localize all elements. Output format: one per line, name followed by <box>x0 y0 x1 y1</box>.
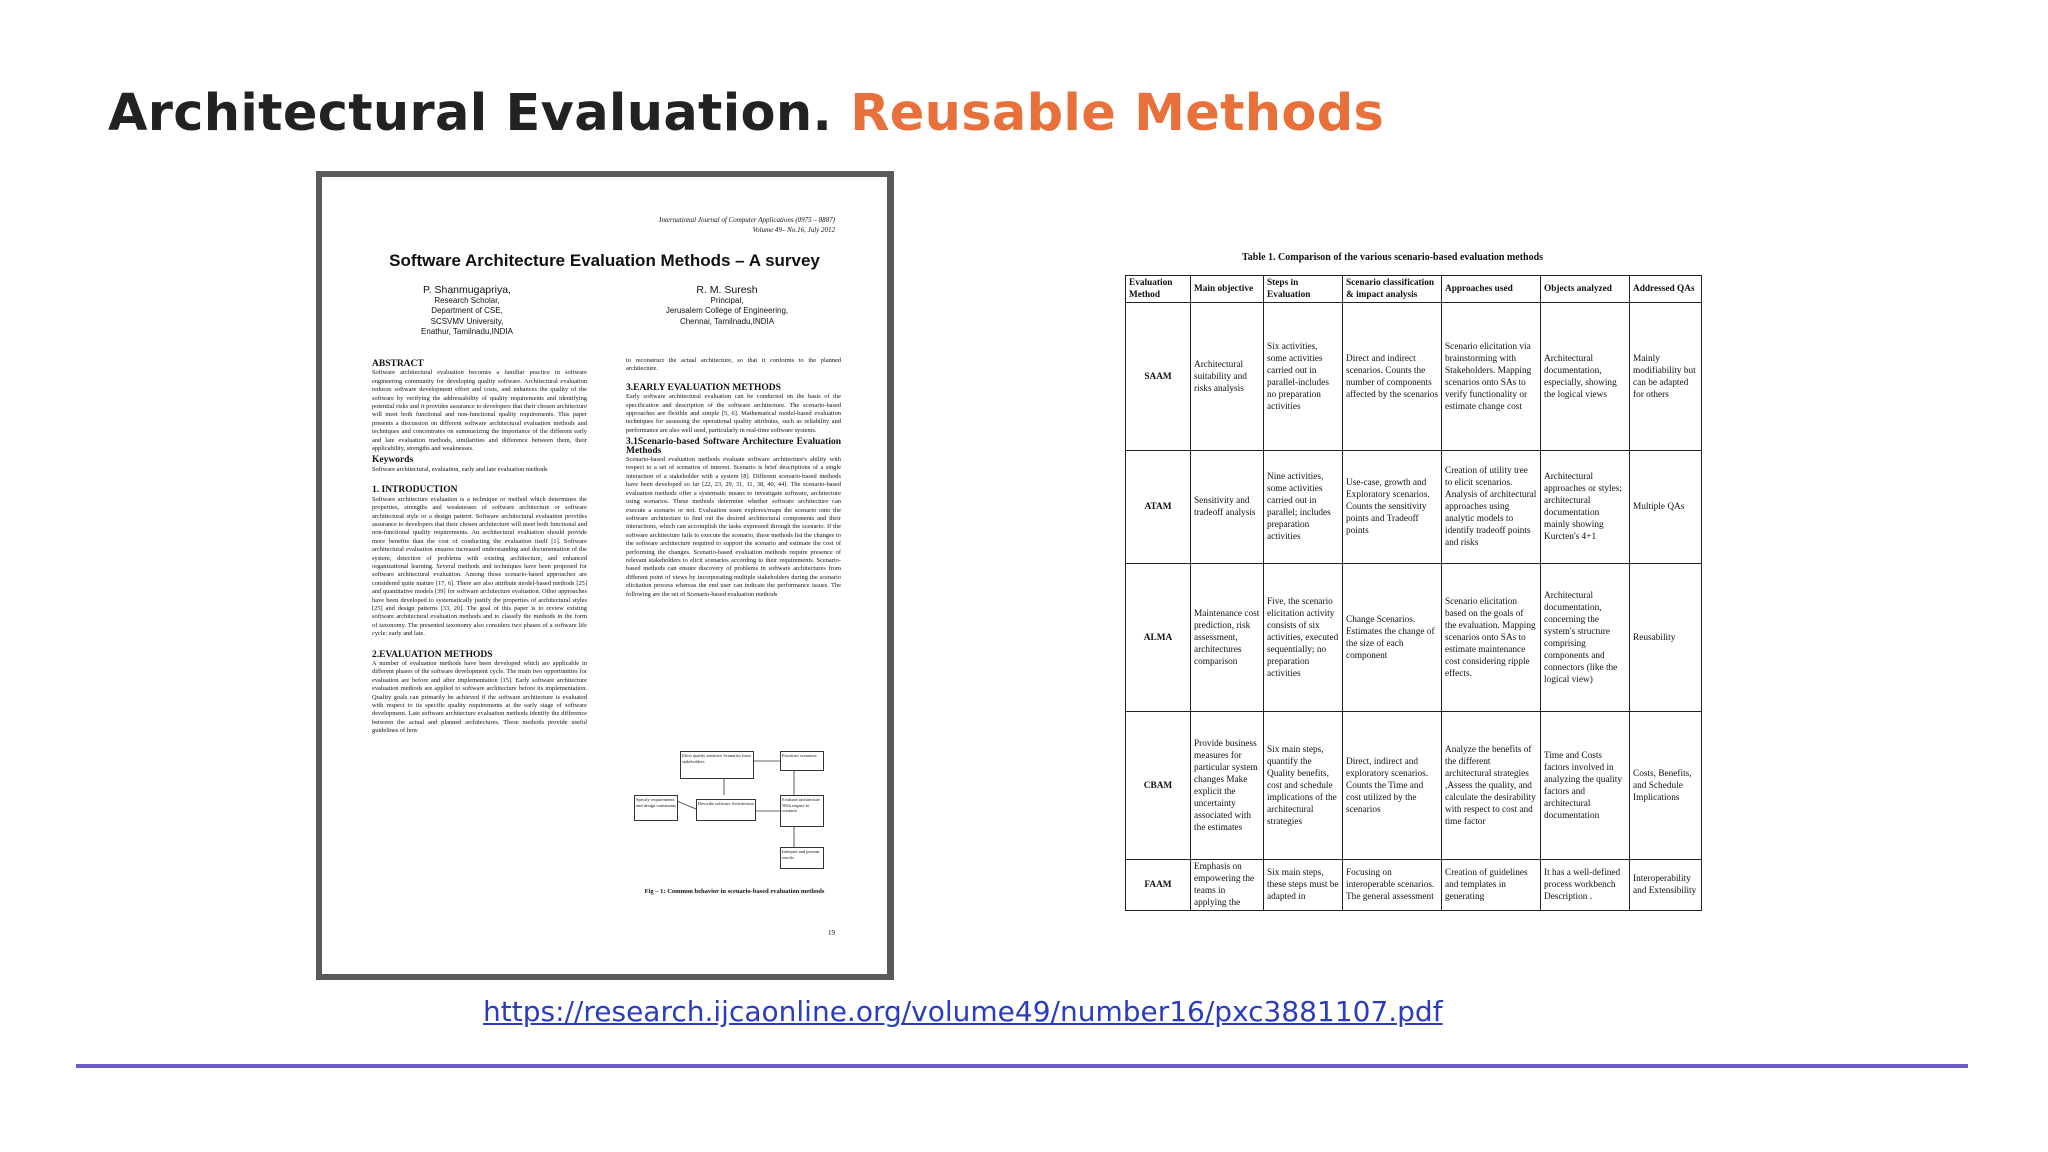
eval-text: A number of evaluation methods have been developed which are applicable in different phases of the software development cycle. The main two opportunities for evaluation are before and after implementation [15]. Early software architecture evaluation methods are applied to software architecture before its implementation. Quality goals can primarily be achieved if the software architecture is evaluated with respect to its specific quality requirements at the early stage of software development. Late software architecture evaluation methods identify the difference between the actual and planned architectures. These methods provide useful guidelines of how <box>372 660 587 735</box>
paper-journal <box>575 215 835 235</box>
table-caption: Table 1. Comparison of the various scenario-based evaluation methods <box>1242 252 1544 263</box>
table-cell: Direct and indirect scenarios. Counts the number of components affected by the scenarios <box>1343 303 1442 451</box>
table-row <box>1126 303 1702 451</box>
slide-title <box>108 84 1384 143</box>
intro-heading: 1. INTRODUCTION <box>372 485 458 496</box>
table-cell: Scenario elicitation via brainstorming with Stakeholders. Mapping scenarios onto SAs to verify functionality or estimate change cost <box>1442 303 1541 451</box>
table-cell: Analyze the benefits of the different architectural strategies ,Assess the quality, and calculate the desirability with respect to cost and time factor <box>1442 712 1541 860</box>
paper-column-2 <box>626 357 841 599</box>
table-cell: Interoperability and Extensibility <box>1630 860 1702 911</box>
bottom-divider <box>76 1064 1968 1068</box>
table-cell: Six main steps, these steps must be adapted in <box>1264 860 1343 911</box>
paper-column-1 <box>372 357 587 736</box>
table-header: Steps in Evaluation <box>1264 276 1343 303</box>
title-part-2: Reusable Methods <box>850 84 1385 143</box>
paper-figure <box>632 749 847 899</box>
figure-box: Specify requirements and design constraints <box>634 795 678 821</box>
table-cell: Architectural approaches or styles; architectural documentation mainly showing Kurcten's 4+1 <box>1541 451 1630 564</box>
table-cell: ATAM <box>1126 451 1191 564</box>
table-cell: Creation of utility tree to elicit scenarios. Analysis of architectural approaches using analytic models to identify tradeoff points and risks <box>1442 451 1541 564</box>
page-number: 19 <box>828 929 835 937</box>
table-cell: Six activities, some activities carried out in parallel-includes no preparation activities <box>1264 303 1343 451</box>
table-cell: FAAM <box>1126 860 1191 911</box>
abstract-heading: ABSTRACT <box>372 359 424 369</box>
table-header-row <box>1126 276 1702 303</box>
author-1-line: Enathur, Tamilnadu,INDIA <box>421 327 513 336</box>
table-cell: Change Scenarios. Estimates the change of the size of each component <box>1343 564 1442 712</box>
figure-box: Prioritize scenarios <box>780 751 824 771</box>
table-header: Objects analyzed <box>1541 276 1630 303</box>
table-header: Addressed QAs <box>1630 276 1702 303</box>
intro-text: Software architecture evaluation is a technique or method which determines the properties, strengths and weaknesses of software architecture or software architectural style or a design pattern. Software architectural evaluation provides assurance to developers that their chosen architecture will meet both functional and non-functional quality requirements. An architectural evaluation should provide more benefits than the cost of conducting the evaluation itself [1]. Software architectural evaluation ensures increased understanding and documentation of the system, detection of problems with existing architecture, and enhanced organizational learning. Several methods and techniques have been proposed for software architectural evaluation. Among those scenario-based approaches are considered quite mature [17, 6]. There are also attribute model-based methods [25] and quantitative models [39] for software architecture evaluation. Other approaches have been developed to systematically justify the properties of architectural styles [25] and design patterns [33, 20]. The goal of this paper is to review existing software architectural evaluation methods and to classify the methods in the form of taxonomy. The presented taxonomy also considers two phases of a software life cycle: early and late. <box>372 495 587 638</box>
table-header: Approaches used <box>1442 276 1541 303</box>
author-2-name: R. M. Suresh <box>696 284 758 296</box>
journal-volume: Volume 49– No.16, July 2012 <box>752 226 835 234</box>
journal-name: International Journal of Computer Applications (0975 – 8887) <box>659 216 835 224</box>
table-cell: ALMA <box>1126 564 1191 712</box>
early-text: Early software architectural evaluation can be conducted on the basis of the specification and description of the software architecture. The scenario-based approaches are flexible and simple [5, 6]. Mathematical model-based evaluation techniques for assessing the operational quality attributes, such as reliability and performance are also well used, particularly in real-time software systems. <box>626 393 841 434</box>
table-cell: Time and Costs factors involved in analyzing the quality factors and architectural documentation <box>1541 712 1630 860</box>
table-cell: Five, the scenario elicitation activity consists of six activities, executed sequentially; no preparation activities <box>1264 564 1343 712</box>
eval-heading: 2.EVALUATION METHODS <box>372 649 493 660</box>
table-cell: Six main steps, quantify the Quality benefits, cost and schedule implications of the architectural strategies <box>1264 712 1343 860</box>
author-1-name: P. Shanmugapriya, <box>423 284 511 296</box>
table-cell: Emphasis on empowering the teams in applying the <box>1191 860 1264 911</box>
table-cell: CBAM <box>1126 712 1191 860</box>
table-cell: Scenario elicitation based on the goals of the evaluation. Mapping scenarios onto SAs to estimate maintenance cost considering ripple effects. <box>1442 564 1541 712</box>
table-cell: Reusability <box>1630 564 1702 712</box>
table-cell: Costs, Benefits, and Schedule Implications <box>1630 712 1702 860</box>
author-1-line: Research Scholar, <box>434 295 500 305</box>
scenario-heading: 3.1Scenario-based Software Architecture Evaluation Methods <box>626 437 841 456</box>
table-row <box>1126 564 1702 712</box>
source-link[interactable]: https://research.ijcaonline.org/volume49/number16/pxc3881107.pdf <box>483 995 1443 1028</box>
author-2-line: Chennai, Tamilnadu,INDIA <box>679 316 775 326</box>
early-heading: 3.EARLY EVALUATION METHODS <box>626 382 781 393</box>
table-cell: Architectural documentation, especially, showing the logical views <box>1541 303 1630 451</box>
keywords-heading: Keywords <box>372 455 414 466</box>
title-separator: . <box>812 84 851 143</box>
table-cell: Architectural documentation, concerning the system's structure comprising components and connectors (like the logical view) <box>1541 564 1630 712</box>
comparison-table <box>1125 275 1702 911</box>
table-cell: It has a well-defined process workbench Description . <box>1541 860 1630 911</box>
author-2-line: Principal, <box>710 295 744 305</box>
scenario-text: Scenario-based evaluation methods evaluate software architecture's ability with respect to a set of scenarios of interest. Scenario is brief descriptions of a single interaction of a stakeholder with a system [8]. Different scenario-based methods have been developed so far [22, 23, 29, 31, 11, 38, 40, 44]. The scenario-based evaluation methods offer a systematic means to investigate software, architecture using scenarios. These methods determine whether software architecture can execute a scenario or not. Evaluation team explores/maps the scenario onto the software architecture to find out the desired architectural components and their interactions, which can accomplish the tasks expressed through the scenario. If the software architecture fails to execute the scenario, these methods list the changes to the software architecture required to support the scenario and estimate the cost of performing the changes. Scenario-based evaluation methods require presence of relevant stakeholders to elicit scenarios according to their requirements. Scenario-based methods can ensure discovery of problems in software architectures from different point of views by incorporating multiple stakeholders during the scenario elicitation process whereas the end user can indicate the performance issues. The following are the set of Scenario-based evaluation methods <box>626 456 841 598</box>
figure-box: Describe software Architecture <box>696 799 756 821</box>
figure-box: Elicit quality sensitive Scenarios from stakeholders <box>680 751 754 779</box>
figure-box: Interpret and present results <box>780 847 824 869</box>
author-1-line: Department of CSE, <box>431 306 503 315</box>
col2-intro-text: to reconstruct the actual architecture, so that it conforms to the planned architecture. <box>626 357 841 373</box>
table-cell: Provide business measures for particular system changes Make explicit the uncertainty associated with the estimates <box>1191 712 1264 860</box>
table-cell: Architectural suitability and risks analysis <box>1191 303 1264 451</box>
author-2-line: Jerusalem College of Engineering, <box>665 306 789 315</box>
table-cell: Focusing on interoperable scenarios. The general assessment <box>1343 860 1442 911</box>
table-cell: Use-case, growth and Exploratory scenarios. Counts the sensitivity points and Tradeoff points <box>1343 451 1442 564</box>
table-cell: Multiple QAs <box>1630 451 1702 564</box>
table-header: Main objective <box>1191 276 1264 303</box>
figure-caption: Fig – 1: Common behavior in scenario-based evaluation methods <box>644 888 825 895</box>
table-header: Scenario classification & impact analysis <box>1343 276 1442 303</box>
paper-author-2 <box>622 285 832 327</box>
author-1-line: SCSVMV University, <box>430 316 504 326</box>
table-cell: Direct, indirect and exploratory scenarios. Counts the Time and cost utilized by the scenarios <box>1343 712 1442 860</box>
keywords-text: Software architectural, evaluation, early and late evaluation methods <box>372 465 548 473</box>
table-cell: Creation of guidelines and templates in generating <box>1442 860 1541 911</box>
abstract-text: Software architectural evaluation becomes a familiar practice in software engineering community for developing quality software. Architectural evaluation reduces software development effort and costs, and enhances the quality of the software by verifying the addressability of quality requirements and identifying potential risks and it provides assurance to developers that their chosen architecture will meet both functional and non-functional quality requirements. This paper presents a discussion on different software architectural evaluation methods and techniques and concentrates on summarizing the importance of the different early and late evaluation methods, similarities and difference between them, their applicability, strengths and weaknesses. <box>372 369 587 453</box>
table-cell: Sensitivity and tradeoff analysis <box>1191 451 1264 564</box>
table-cell: Mainly modifiability but can be adapted for others <box>1630 303 1702 451</box>
paper-title: Software Architecture Evaluation Methods – A survey <box>389 251 820 270</box>
title-part-1: Architectural Evaluation <box>108 84 813 143</box>
table-cell: Nine activities, some activities carried out in parallel; includes preparation activities <box>1264 451 1343 564</box>
paper-image <box>316 171 894 980</box>
table-row <box>1126 712 1702 860</box>
figure-box: Evaluate architecture With respect to scenario <box>780 795 824 827</box>
table-header: Evaluation Method <box>1126 276 1191 303</box>
table-cell: Maintenance cost prediction, risk assessment, architectures comparison <box>1191 564 1264 712</box>
table-cell: SAAM <box>1126 303 1191 451</box>
paper-author-1 <box>362 285 572 338</box>
table-row <box>1126 860 1702 911</box>
table-row <box>1126 451 1702 564</box>
